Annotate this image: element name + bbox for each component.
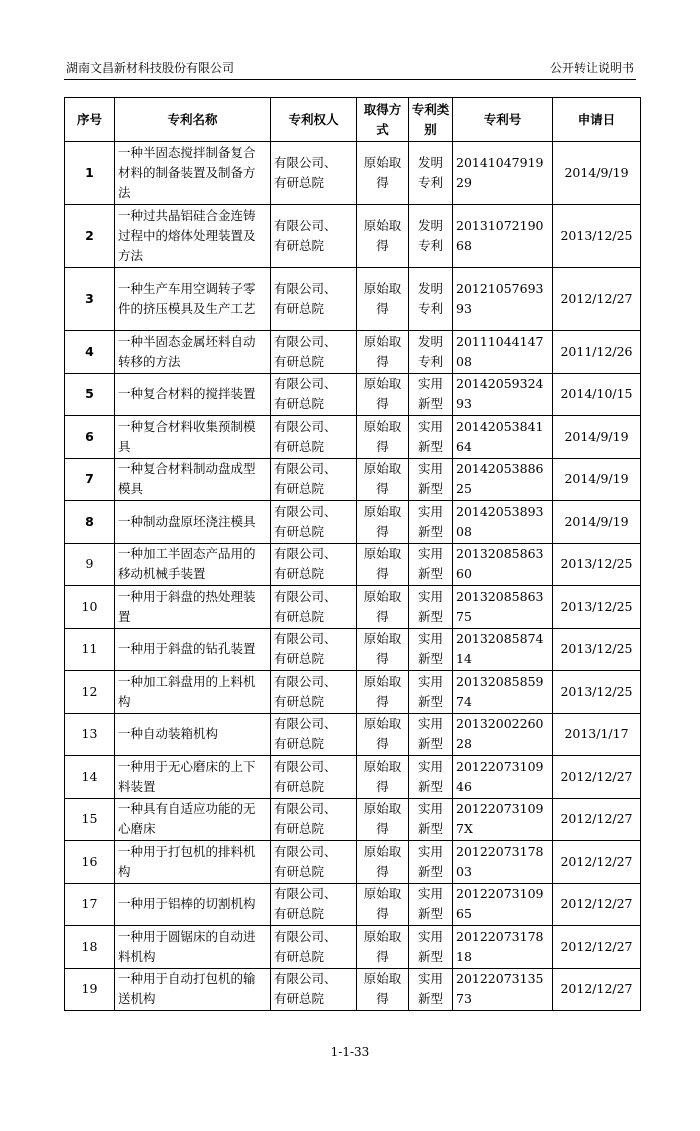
patent-name: 一种加工半固态产品用的移动机械手装置 [115,543,271,586]
col-header-category: 专利类别 [409,98,453,142]
patent-name: 一种用于圆锯床的自动进料机构 [115,926,271,969]
row-number: 11 [65,628,115,671]
patent-name: 一种用于斜盘的热处理装置 [115,586,271,629]
patent-owner [271,268,357,331]
patent-owner-line: 有研总院 [274,301,325,316]
patent-owner [271,416,357,459]
patent-owner-line: 有限公司、 [274,588,337,604]
patent-owner [271,756,357,799]
patent-number: 201220731097X [453,798,553,841]
patent-name: 一种半固态金属坯料自动转移的方法 [115,331,271,374]
patent-owner [271,671,357,714]
patent-owner-line: 有研总院 [274,736,325,752]
patent-number: 2014104791929 [453,142,553,205]
table-row [65,268,641,331]
patent-category: 发明专利 [409,142,453,205]
patent-owner-line: 有限公司、 [274,503,337,519]
row-number: 12 [65,671,115,714]
row-number: 2 [65,205,115,268]
patent-owner-line: 有研总院 [274,863,325,879]
acquisition-method: 原始取得 [357,205,409,268]
patent-owner [271,968,357,1011]
patent-owner-line: 有研总院 [274,438,325,454]
patent-name: 一种用于自动打包机的输送机构 [115,968,271,1011]
application-date: 2012/12/27 [553,756,641,799]
patent-number: 2012207310965 [453,883,553,926]
patent-owner-line: 有研总院 [274,566,325,582]
application-date: 2012/12/27 [553,968,641,1011]
row-number: 3 [65,268,115,331]
patent-name: 一种加工斜盘用的上料机构 [115,671,271,714]
patent-category: 实用新型 [409,628,453,671]
patent-category: 实用新型 [409,841,453,884]
acquisition-method: 原始取得 [357,586,409,629]
table-row [65,458,641,501]
application-date: 2013/12/25 [553,628,641,671]
patent-category: 实用新型 [409,883,453,926]
table-row [65,926,641,969]
table-row [65,142,641,205]
patent-owner-line: 有限公司、 [274,333,337,349]
patent-owner [271,205,357,268]
patent-owner-line: 有研总院 [274,396,325,412]
patent-name: 一种用于铝棒的切割机构 [115,883,271,926]
table-row [65,883,641,926]
col-header-patent-owner: 专利权人 [271,98,357,142]
table-header-row [65,98,641,142]
acquisition-method: 原始取得 [357,373,409,416]
patent-owner-line: 有限公司、 [274,281,337,296]
patent-owner-line: 有限公司、 [274,218,337,233]
patent-number: 2013208585974 [453,671,553,714]
patent-number: 2012105769393 [453,268,553,331]
patent-owner-line: 有研总院 [274,651,325,667]
patent-number: 2014205389308 [453,501,553,544]
row-number: 9 [65,543,115,586]
acquisition-method: 原始取得 [357,501,409,544]
row-number: 17 [65,883,115,926]
patent-category: 实用新型 [409,458,453,501]
table-row [65,501,641,544]
patent-owner [271,142,357,205]
row-number: 8 [65,501,115,544]
patent-name: 一种用于打包机的排料机构 [115,841,271,884]
patent-number: 2013208586375 [453,586,553,629]
application-date: 2013/1/17 [553,713,641,756]
patent-owner-line: 有限公司、 [274,971,337,987]
header-rule [64,79,636,80]
application-date: 2012/12/27 [553,883,641,926]
patent-owner [271,501,357,544]
table-row [65,586,641,629]
patent-name: 一种半固态搅拌制备复合材料的制备装置及制备方法 [115,142,271,205]
acquisition-method: 原始取得 [357,968,409,1011]
patent-category: 实用新型 [409,713,453,756]
patent-owner-line: 有研总院 [274,523,325,539]
patent-owner [271,713,357,756]
patent-owner-line: 有研总院 [274,948,325,964]
patent-name: 一种过共晶铝硅合金连铸过程中的熔体处理装置及方法 [115,205,271,268]
application-date: 2012/12/27 [553,841,641,884]
col-header-acquisition: 取得方式 [357,98,409,142]
patent-name: 一种具有自适应功能的无心磨床 [115,798,271,841]
table-row [65,543,641,586]
patent-category: 实用新型 [409,671,453,714]
patent-owner [271,798,357,841]
table-row [65,331,641,374]
acquisition-method: 原始取得 [357,926,409,969]
row-number: 13 [65,713,115,756]
acquisition-method: 原始取得 [357,268,409,331]
patent-owner-line: 有限公司、 [274,461,337,477]
application-date: 2012/12/27 [553,798,641,841]
acquisition-method: 原始取得 [357,331,409,374]
acquisition-method: 原始取得 [357,841,409,884]
patent-number: 2013208586360 [453,543,553,586]
patent-name: 一种复合材料制动盘成型模具 [115,458,271,501]
patent-number: 2014205388625 [453,458,553,501]
patent-owner [271,331,357,374]
patent-number: 2014205384164 [453,416,553,459]
patent-owner [271,543,357,586]
patent-owner [271,926,357,969]
patent-owner-line: 有限公司、 [274,546,337,562]
table-row [65,756,641,799]
acquisition-method: 原始取得 [357,883,409,926]
patent-owner-line: 有限公司、 [274,376,337,392]
application-date: 2014/9/19 [553,142,641,205]
patent-number: 2013107219068 [453,205,553,268]
patent-owner-line: 有限公司、 [274,758,337,774]
patent-name: 一种复合材料的搅拌装置 [115,373,271,416]
application-date: 2013/12/25 [553,205,641,268]
patent-owner [271,628,357,671]
patent-owner [271,373,357,416]
table-row [65,968,641,1011]
acquisition-method: 原始取得 [357,713,409,756]
patent-owner-line: 有限公司、 [274,631,337,647]
patent-category: 实用新型 [409,501,453,544]
patent-owner-line: 有研总院 [274,238,325,253]
table-row [65,373,641,416]
patent-owner [271,586,357,629]
patent-owner-line: 有限公司、 [274,716,337,732]
table-row [65,671,641,714]
application-date: 2014/9/19 [553,501,641,544]
patent-owner-line: 有限公司、 [274,418,337,434]
application-date: 2012/12/27 [553,926,641,969]
row-number: 19 [65,968,115,1011]
row-number: 16 [65,841,115,884]
patent-number: 2012207317803 [453,841,553,884]
header-document-title: 公开转让说明书 [549,61,634,75]
patent-owner-line: 有限公司、 [274,886,337,902]
patent-owner-line: 有研总院 [274,353,325,369]
patent-owner-line: 有限公司、 [274,155,337,170]
patent-owner-line: 有研总院 [274,608,325,624]
patent-category: 实用新型 [409,798,453,841]
table-row [65,628,641,671]
patent-owner-line: 有研总院 [274,821,325,837]
acquisition-method: 原始取得 [357,756,409,799]
col-header-patent-number: 专利号 [453,98,553,142]
patent-name: 一种生产车用空调转子零件的挤压模具及生产工艺 [115,268,271,331]
application-date: 2011/12/26 [553,331,641,374]
acquisition-method: 原始取得 [357,458,409,501]
application-date: 2014/9/19 [553,458,641,501]
row-number: 10 [65,586,115,629]
table-row [65,841,641,884]
patent-name: 一种用于无心磨床的上下料装置 [115,756,271,799]
patent-owner-line: 有研总院 [274,175,325,190]
acquisition-method: 原始取得 [357,671,409,714]
patent-name: 一种用于斜盘的钻孔装置 [115,628,271,671]
table-row [65,713,641,756]
patent-category: 发明专利 [409,205,453,268]
patent-category: 实用新型 [409,373,453,416]
patent-table [64,97,641,1011]
patent-category: 实用新型 [409,586,453,629]
acquisition-method: 原始取得 [357,142,409,205]
col-header-application-date: 申请日 [553,98,641,142]
application-date: 2012/12/27 [553,268,641,331]
row-number: 5 [65,373,115,416]
patent-owner-line: 有限公司、 [274,843,337,859]
patent-owner-line: 有研总院 [274,481,325,497]
patent-category: 实用新型 [409,926,453,969]
patent-name: 一种制动盘原坯浇注模具 [115,501,271,544]
acquisition-method: 原始取得 [357,543,409,586]
patent-category: 实用新型 [409,756,453,799]
patent-category: 实用新型 [409,543,453,586]
patent-number: 2011104414708 [453,331,553,374]
patent-number: 2014205932493 [453,373,553,416]
patent-category: 实用新型 [409,968,453,1011]
row-number: 7 [65,458,115,501]
row-number: 14 [65,756,115,799]
application-date: 2014/9/19 [553,416,641,459]
row-number: 6 [65,416,115,459]
table-row [65,205,641,268]
acquisition-method: 原始取得 [357,628,409,671]
table-row [65,416,641,459]
patent-number: 2012207310946 [453,756,553,799]
row-number: 18 [65,926,115,969]
row-number: 15 [65,798,115,841]
patent-owner [271,883,357,926]
page-number: 1-1-33 [330,1045,370,1059]
patent-owner-line: 有研总院 [274,778,325,794]
patent-category: 发明专利 [409,268,453,331]
col-header-patent-name: 专利名称 [115,98,271,142]
patent-number: 2012207313573 [453,968,553,1011]
patent-name: 一种自动装箱机构 [115,713,271,756]
patent-number: 2012207317818 [453,926,553,969]
acquisition-method: 原始取得 [357,798,409,841]
patent-number: 2013208587414 [453,628,553,671]
patent-number: 2013200226028 [453,713,553,756]
patent-category: 发明专利 [409,331,453,374]
row-number: 1 [65,142,115,205]
row-number: 4 [65,331,115,374]
patent-owner [271,458,357,501]
application-date: 2013/12/25 [553,586,641,629]
patent-owner-line: 有研总院 [274,906,325,922]
header-company-name: 湖南文昌新材科技股份有限公司 [66,61,235,75]
table-row [65,798,641,841]
acquisition-method: 原始取得 [357,416,409,459]
application-date: 2013/12/25 [553,543,641,586]
patent-name: 一种复合材料收集预制模具 [115,416,271,459]
patent-category: 实用新型 [409,416,453,459]
patent-owner [271,841,357,884]
patent-owner-line: 有限公司、 [274,801,337,817]
col-header-no: 序号 [65,98,115,142]
patent-owner-line: 有限公司、 [274,673,337,689]
patent-owner-line: 有研总院 [274,991,325,1007]
application-date: 2014/10/15 [553,373,641,416]
application-date: 2013/12/25 [553,671,641,714]
patent-owner-line: 有限公司、 [274,928,337,944]
patent-owner-line: 有研总院 [274,693,325,709]
